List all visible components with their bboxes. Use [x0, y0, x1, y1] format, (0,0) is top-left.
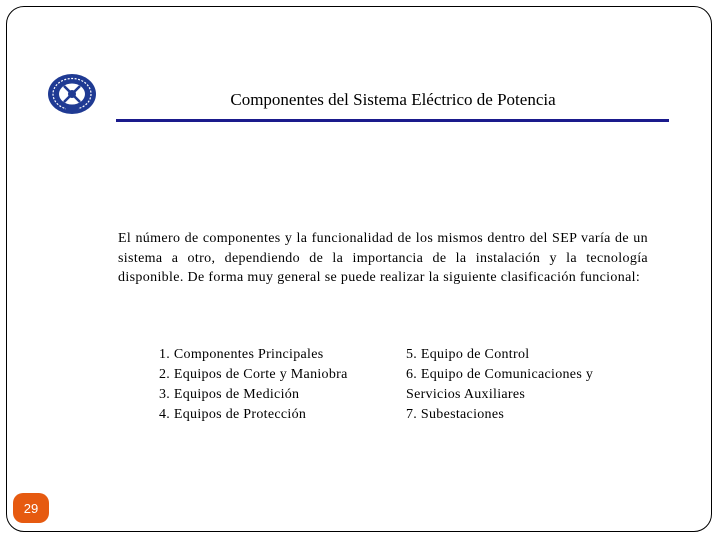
- list-item: Servicios Auxiliares: [406, 387, 526, 402]
- page-number-badge: 29: [13, 493, 49, 523]
- list-item: 3. Equipos de Medición: [159, 387, 300, 402]
- list-item: 1. Componentes Principales: [159, 347, 324, 362]
- list-item: 6. Equipo de Comunicaciones y: [406, 367, 594, 382]
- list-item: 4. Equipos de Protección: [159, 407, 307, 422]
- university-seal-logo-icon: [46, 72, 98, 116]
- list-item: 7. Subestaciones: [406, 407, 505, 422]
- classification-list-left: [159, 345, 348, 425]
- list-item: 2. Equipos de Corte y Maniobra: [159, 367, 348, 382]
- slide-title: Componentes del Sistema Eléctrico de Potencia: [230, 90, 556, 109]
- classification-list-right: [406, 345, 593, 425]
- title-underline: [116, 119, 669, 122]
- list-item: 5. Equipo de Control: [406, 347, 530, 362]
- body-paragraph: El número de componentes y la funcionalidad de los mismos dentro del SEP varía de un sistema a otro, dependiendo de la importancia de la instalación y la tecnología disponible. De forma muy general se puede realizar la siguiente clasificación funcional:: [118, 231, 648, 285]
